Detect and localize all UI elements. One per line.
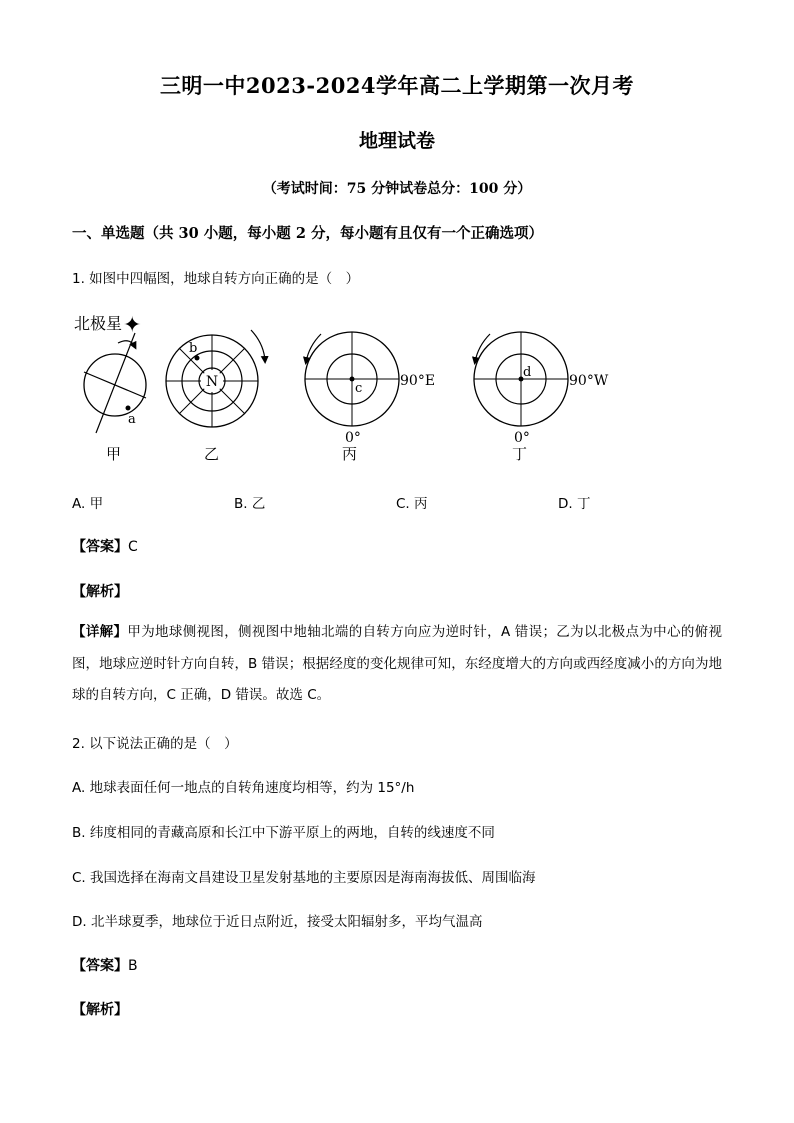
q1-detail-tag: 【详解】 (72, 624, 128, 640)
point-b-label: b (189, 341, 198, 356)
rotation-arrow-yi (251, 330, 265, 361)
caption-bing: 丙 (342, 445, 358, 463)
q2-option-d: D. 北半球夏季，地球位于近日点附近，接受太阳辐射多，平均气温高 (72, 914, 483, 930)
question-1-stem: 1. 如图中四幅图，地球自转方向正确的是（ ） (72, 271, 360, 287)
rotation-arrow-ding (475, 334, 490, 362)
north-pole-label: N (205, 374, 219, 390)
q1-option-c: C. 丙 (396, 496, 428, 512)
rotation-arrow-bing (306, 334, 321, 362)
q1-analysis-tag: 【解析】 (72, 584, 128, 600)
exam-title: 三明一中2023-2024学年高二上学期第一次月考 (159, 73, 635, 98)
lon-0-bing-label: 0° (345, 430, 361, 446)
q1-option-d: D. 丁 (558, 496, 591, 512)
q1-answer (72, 536, 138, 556)
caption-jia: 甲 (106, 445, 122, 463)
q1-answer-value: C (128, 539, 138, 555)
diagram-yi (166, 330, 265, 463)
question-2-stem: 2. 以下说法正确的是（ ） (72, 736, 238, 752)
lon-0-ding-label: 0° (514, 430, 530, 446)
q2-answer-tag: 【答案】 (72, 958, 128, 974)
q1-detail-text: 甲为地球侧视图，侧视图中地轴北端的自转方向应为逆时针，A 错误；乙为以北极点为中心的俯视图，地球应逆时针方向自转，B 错误；根据经度的变化规律可知，东经度增大的方向或西经度减小的方向为地球的自转方向，C 正确，D 错误。故选 C。 (72, 624, 723, 703)
q2-answer (72, 955, 138, 975)
q2-option-b: B. 纬度相同的青藏高原和长江中下游平原上的两地，自转的线速度不同 (72, 825, 495, 841)
q1-answer-tag: 【答案】 (72, 539, 128, 555)
caption-ding: 丁 (512, 445, 528, 463)
point-a-label: a (128, 412, 136, 427)
polaris-label: 北极星 (74, 314, 123, 333)
point-c-dot (350, 377, 355, 382)
section-heading: 一、单选题（共 30 小题，每小题 2 分，每小题有且仅有一个正确选项） (72, 225, 543, 242)
q2-analysis-tag: 【解析】 (72, 1002, 128, 1018)
point-c-label: c (355, 381, 363, 396)
diagram-jia (74, 313, 146, 463)
point-d-label: d (523, 365, 532, 380)
exam-meta: （考试时间：75 分钟试卷总分：100 分） (262, 181, 532, 197)
q2-answer-value: B (128, 958, 138, 974)
exam-subject: 地理试卷 (358, 130, 435, 152)
rotation-arrow-jia (118, 341, 135, 347)
point-a-dot (126, 406, 131, 411)
lon-90w-label: 90°W (569, 373, 609, 389)
diagram-bing (305, 332, 435, 463)
earth-rotation-figure (60, 305, 660, 470)
q2-option-a: A. 地球表面任何一地点的自转角速度均相等，约为 15°/h (72, 780, 415, 796)
q1-detail (72, 617, 722, 712)
point-b-dot (195, 356, 200, 361)
caption-yi: 乙 (204, 445, 220, 463)
q1-option-a: A. 甲 (72, 496, 104, 512)
q1-option-b: B. 乙 (234, 496, 266, 512)
polaris-star-icon: ✦ (123, 313, 142, 338)
q2-option-c: C. 我国选择在海南文昌建设卫星发射基地的主要原因是海南海拔低、周围临海 (72, 870, 536, 886)
lon-90e-label: 90°E (400, 373, 436, 389)
diagram-ding (474, 332, 609, 463)
